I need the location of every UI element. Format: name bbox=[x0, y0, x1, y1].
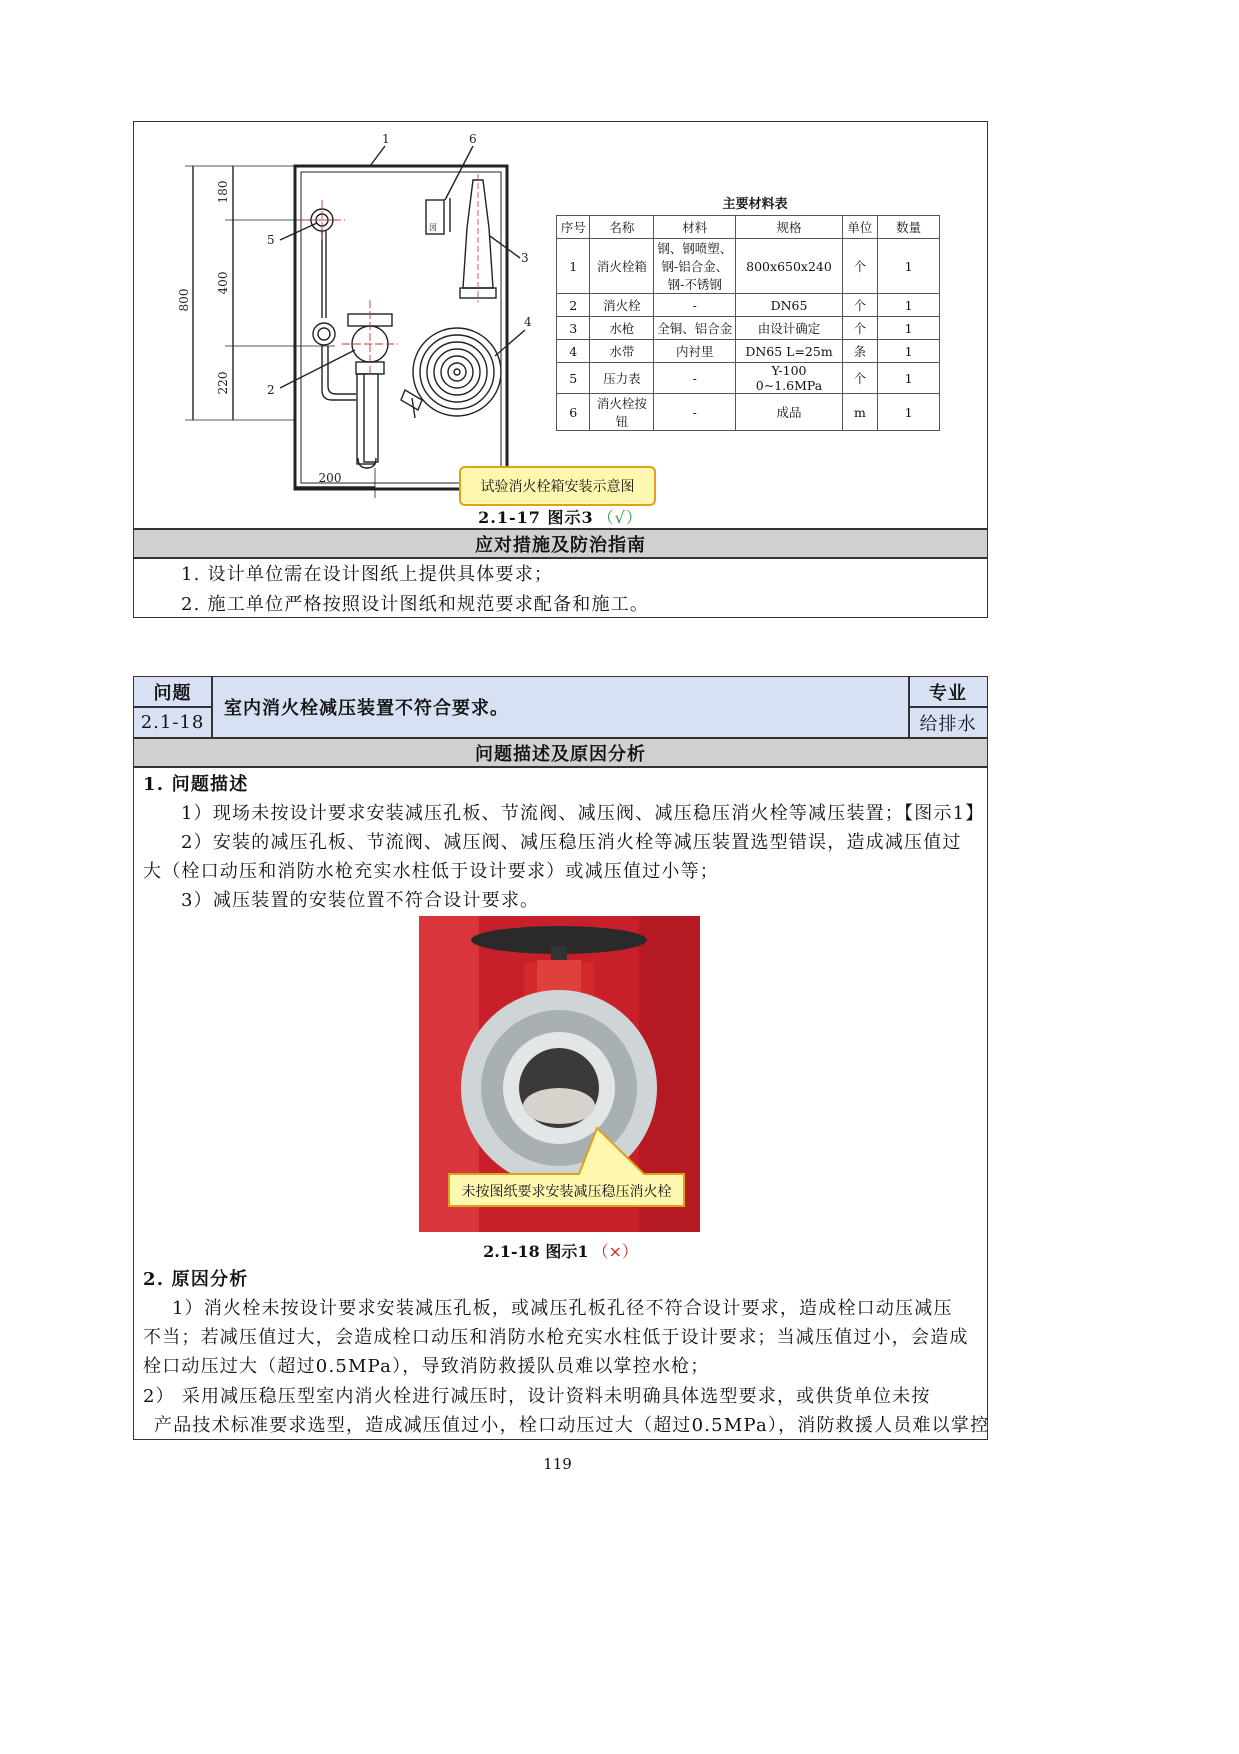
dim-bottom-width: 200 bbox=[318, 471, 342, 485]
cause-1-cont-b: 栓口动压过大（超过0.5MPa），导致消防救援队员难以掌控水枪； bbox=[143, 1356, 710, 1377]
measure-item-1: 1. 设计单位需在设计图纸上提供具体要求； bbox=[181, 564, 554, 585]
material-table-cell: 全铜、铝合金 bbox=[654, 317, 736, 340]
cause-2-cont: 产品技术标准要求选型，造成减压值过小，栓口动压过大（超过0.5MPa），消防救援人员难以掌控 bbox=[154, 1415, 990, 1436]
callout-4: 4 bbox=[524, 315, 532, 329]
material-table-cell: 名称 bbox=[590, 216, 654, 239]
material-table-cell: 序号 bbox=[557, 216, 590, 239]
material-table-cell: 5 bbox=[557, 363, 590, 394]
callout-3: 3 bbox=[521, 251, 529, 265]
material-table-cell: 个 bbox=[842, 294, 877, 317]
material-table-cell: 规格 bbox=[736, 216, 842, 239]
section1-title: 1. 问题描述 bbox=[143, 774, 249, 795]
material-table-cell: 1 bbox=[878, 394, 940, 431]
material-table-cell: 个 bbox=[842, 317, 877, 340]
material-table-header bbox=[557, 216, 940, 239]
material-table-cell: m bbox=[842, 394, 877, 431]
material-table-cell: 个 bbox=[842, 363, 877, 394]
analysis-header: 问题描述及原因分析 bbox=[134, 739, 987, 766]
material-table-cell: 3 bbox=[557, 317, 590, 340]
hydrant-button-label: 図 bbox=[429, 223, 437, 232]
figure-callout: 试验消火栓箱安装示意图 bbox=[459, 466, 656, 506]
material-table-cell: DN65 bbox=[736, 294, 842, 317]
material-table-row bbox=[557, 340, 940, 363]
page-number: 119 bbox=[543, 1455, 572, 1473]
material-table-cell: 消火栓箱 bbox=[590, 239, 654, 294]
material-table-cell: 水带 bbox=[590, 340, 654, 363]
cause-2: 2） 采用减压稳压型室内消火栓进行减压时，设计资料未明确具体选型要求，或供货单位未按 bbox=[143, 1386, 931, 1407]
dim-mid: 400 bbox=[216, 271, 230, 295]
issue-title: 室内消火栓减压装置不符合要求。 bbox=[224, 698, 509, 719]
material-table bbox=[556, 215, 940, 431]
material-table-cell: 个 bbox=[842, 239, 877, 294]
material-table-cell: 消火栓按钮 bbox=[590, 394, 654, 431]
material-table-row bbox=[557, 317, 940, 340]
material-table-cell: - bbox=[654, 394, 736, 431]
material-table-cell: 水枪 bbox=[590, 317, 654, 340]
material-table-cell: 消火栓 bbox=[590, 294, 654, 317]
material-table-cell: DN65 L=25m bbox=[736, 340, 842, 363]
dim-bottom: 220 bbox=[216, 371, 230, 395]
figure-caption: 2.1-17 图示3 bbox=[478, 507, 594, 527]
material-table-cell: 1 bbox=[878, 294, 940, 317]
measure-item-2: 2. 施工单位严格按照设计图纸和规范要求配备和施工。 bbox=[181, 594, 650, 615]
specialty-label: 专业 bbox=[929, 682, 967, 704]
callout-6: 6 bbox=[469, 132, 477, 146]
material-table-cell: 钢、钢喷塑、 钢-铝合金、 钢-不锈钢 bbox=[654, 239, 736, 294]
callout-1: 1 bbox=[382, 132, 390, 146]
measures-header: 应对措施及防治指南 bbox=[134, 530, 987, 557]
specialty-value: 给排水 bbox=[919, 713, 977, 735]
desc-1: 1）现场未按设计要求安装减压孔板、节流阀、减压阀、减压稳压消火栓等减压装置；【图示1】 bbox=[181, 803, 985, 824]
material-table-cell: 条 bbox=[842, 340, 877, 363]
material-table-row bbox=[557, 363, 940, 394]
material-table-cell: 1 bbox=[878, 239, 940, 294]
material-table-row bbox=[557, 294, 940, 317]
cross-mark: （×） bbox=[592, 1241, 638, 1261]
cause-1: 1）消火栓未按设计要求安装减压孔板，或减压孔板孔径不符合设计要求，造成栓口动压减压 bbox=[172, 1298, 953, 1319]
material-table-cell: - bbox=[654, 363, 736, 394]
desc-2-cont: 大（栓口动压和消防水枪充实水柱低于设计要求）或减压值过小等； bbox=[143, 861, 719, 882]
material-table-title: 主要材料表 bbox=[722, 196, 788, 212]
callout-2: 2 bbox=[267, 383, 275, 397]
material-table-cell: 单位 bbox=[842, 216, 877, 239]
material-table-cell: 数量 bbox=[878, 216, 940, 239]
issue-number: 2.1-18 bbox=[140, 712, 205, 733]
photo-callout: 未按图纸要求安装减压稳压消火栓 bbox=[461, 1184, 672, 1200]
issue-label: 问题 bbox=[153, 682, 192, 704]
dim-top: 180 bbox=[216, 180, 230, 204]
material-table-cell: 2 bbox=[557, 294, 590, 317]
figure-caption-row bbox=[133, 504, 988, 528]
section2-title: 2. 原因分析 bbox=[143, 1269, 249, 1290]
material-table-cell: 800x650x240 bbox=[736, 239, 842, 294]
hydrant-box-drawing bbox=[160, 128, 550, 498]
material-table-cell: 4 bbox=[557, 340, 590, 363]
photo-caption-row bbox=[133, 1238, 988, 1262]
callout-5: 5 bbox=[267, 233, 275, 247]
material-table-cell: 1 bbox=[878, 340, 940, 363]
material-table-row bbox=[557, 239, 940, 294]
material-table-cell: 成品 bbox=[736, 394, 842, 431]
material-table-cell: 1 bbox=[878, 363, 940, 394]
material-table-cell: 压力表 bbox=[590, 363, 654, 394]
check-mark: （√） bbox=[597, 507, 643, 527]
desc-3: 3）减压装置的安装位置不符合设计要求。 bbox=[181, 890, 540, 911]
material-table-cell: 由设计确定 bbox=[736, 317, 842, 340]
material-table-cell: 材料 bbox=[654, 216, 736, 239]
material-table-row bbox=[557, 394, 940, 431]
material-table-cell: Y-100 0~1.6MPa bbox=[736, 363, 842, 394]
material-table-cell: 6 bbox=[557, 394, 590, 431]
desc-2: 2）安装的减压孔板、节流阀、减压阀、减压稳压消火栓等减压装置选型错误，造成减压值过 bbox=[181, 832, 962, 853]
material-table-cell: 1 bbox=[878, 317, 940, 340]
photo-caption: 2.1-18 图示1 bbox=[483, 1241, 589, 1261]
cause-1-cont-a: 不当；若减压值过大，会造成栓口动压和消防水枪充实水柱低于设计要求；当减压值过小，会造成 bbox=[143, 1327, 969, 1348]
material-table-cell: 1 bbox=[557, 239, 590, 294]
material-table-cell: 内衬里 bbox=[654, 340, 736, 363]
dim-total: 800 bbox=[177, 288, 191, 312]
material-table-cell: - bbox=[654, 294, 736, 317]
